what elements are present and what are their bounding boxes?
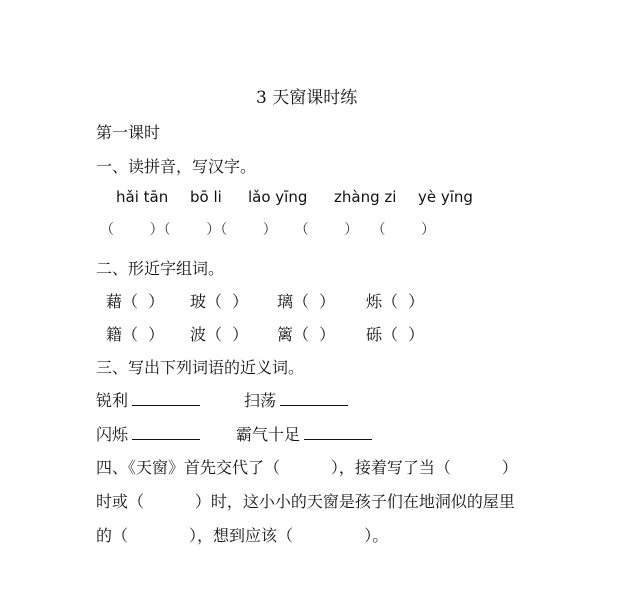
q2-heading: 二、形近字组词。: [96, 259, 225, 278]
q1-heading: 一、读拼音，写汉字。: [96, 157, 257, 176]
q3-word: 锐利: [96, 391, 129, 410]
q2-item[interactable]: 篱（ ）: [277, 325, 336, 344]
q2-item[interactable]: 玻（ ）: [190, 292, 249, 311]
q4-line-1[interactable]: 四、《天窗》首先交代了（ ），接着写了当（ ）: [96, 458, 518, 477]
q3-word: 扫荡: [244, 391, 277, 410]
q3-answer-line[interactable]: [132, 405, 200, 406]
pinyin-5: yè yīng: [418, 188, 473, 206]
q3-answer-line[interactable]: [280, 405, 348, 406]
q2-item[interactable]: 烁（ ）: [366, 292, 425, 311]
pinyin-1: hǎi tān: [116, 188, 169, 206]
q2-item[interactable]: 藉（ ）: [106, 292, 165, 311]
q1-answer-parens[interactable]: （ ）（ ）（ ） （ ） （ ）: [100, 222, 436, 238]
q3-answer-line[interactable]: [304, 439, 372, 440]
q3-heading: 三、写出下列词语的近义词。: [96, 358, 305, 377]
q4-line-3[interactable]: 的（ ），想到应该（ ）。: [96, 526, 389, 545]
pinyin-4: zhàng zi: [334, 188, 397, 206]
q2-item[interactable]: 波（ ）: [190, 325, 249, 344]
q3-answer-line[interactable]: [132, 439, 200, 440]
q2-item[interactable]: 砾（ ）: [366, 325, 425, 344]
pinyin-2: bō li: [190, 188, 222, 206]
q4-line-2[interactable]: 时或（ ）时，这小小的天窗是孩子们在地洞似的屋里: [96, 492, 515, 511]
lesson-label: 第一课时: [96, 123, 161, 142]
pinyin-3: lǎo yīng: [248, 188, 308, 206]
q3-word: 闪烁: [96, 425, 129, 444]
q2-item[interactable]: 籍（ ）: [106, 325, 165, 344]
page-title: 3 天窗课时练: [256, 88, 358, 108]
q2-item[interactable]: 璃（ ）: [277, 292, 336, 311]
q3-word: 霸气十足: [236, 425, 301, 444]
